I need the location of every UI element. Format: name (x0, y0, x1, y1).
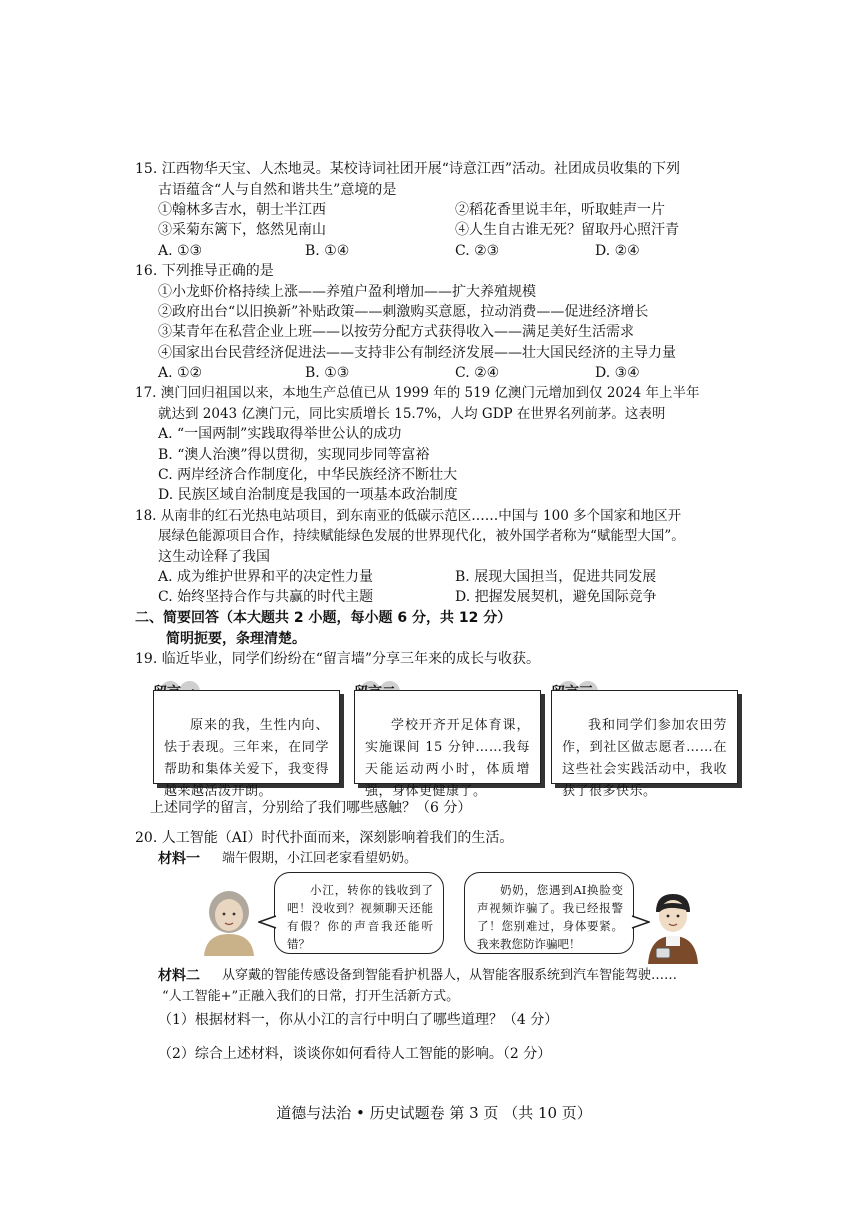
q16-item-1: ①小龙虾价格持续上涨——养殖户盈利增加——扩大养殖规模 (158, 284, 536, 300)
q15-item-4: ④人生自古谁无死？留取丹心照汗青 (455, 222, 679, 238)
grandma-illustration (198, 886, 260, 956)
xiaojiang-illustration (644, 890, 702, 964)
q20-subquestion-1: （1）根据材料一，你从小江的言行中明白了哪些道理？（4 分） (158, 1012, 559, 1028)
q17-stem-line1: 17. 澳门回归祖国以来，本地生产总值已从 1999 年的 519 亿澳门元增加到仅 2024 年上半年 (135, 385, 700, 401)
q16-item-2: ②政府出台“以旧换新”补贴政策——刺激购买意愿，拉动消费——促进经济增长 (158, 304, 649, 320)
q15-stem-line2: 古语蕴含“人与自然和谐共生”意境的是 (158, 182, 397, 198)
q15-item-3: ③采菊东篱下，悠然见南山 (158, 222, 326, 238)
q16-item-3: ③某青年在私营企业上班——以按劳分配方式获得收入——满足美好生活需求 (158, 324, 634, 340)
q16-option-b: B. ①③ (305, 365, 350, 381)
xiaojiang-speech-text: 奶奶，您遇到AI换脸变声视频诈骗了。我已经报警了！您别难过，身体要紧。我来教您防诈骗吧！ (477, 883, 623, 951)
page-footer: 道德与法治 • 历史试题卷 第 3 页 （共 10 页） (276, 1104, 592, 1122)
q16-stem: 16. 下列推导正确的是 (135, 263, 274, 279)
q15-stem-line1: 15. 江西物华天宝、人杰地灵。某校诗词社团开展“诗意江西”活动。社团成员收集的下列 (135, 161, 681, 177)
q18-option-b: B. 展现大国担当，促进共同发展 (455, 569, 657, 585)
message-3-text: 我和同学们参加农田劳作，到社区做志愿者……在这些社会实践活动中，我收获了很多快乐。 (562, 718, 727, 799)
q17-stem-line2: 就达到 2043 亿澳门元，同比实质增长 15.7%，人均 GDP 在世界名列前茅。这表明 (158, 406, 666, 422)
q18-option-c: C. 始终坚持合作与共赢的时代主题 (158, 589, 374, 605)
q15-option-d: D. ②④ (595, 243, 640, 259)
q20-material2-label: 材料二 (158, 968, 200, 984)
q18-option-d: D. 把握发展契机，避免国际竞争 (455, 589, 657, 605)
q17-option-b: B. “澳人治澳”得以贯彻，实现同步同等富裕 (158, 447, 430, 463)
message-2-text: 学校开齐开足体育课，实施课间 15 分钟……我每天能运动两小时，体质增强，身体更健康了。 (365, 718, 530, 799)
q20-material1-text: 端午假期，小江回老家看望奶奶。 (222, 851, 418, 866)
message-3-card (551, 690, 738, 799)
q20-material2-text-line1: 从穿戴的智能传感设备到智能看护机器人，从智能客服系统到汽车智能驾驶…… (222, 968, 678, 983)
q15-item-1: ①翰林多吉水，朝士半江西 (158, 202, 326, 218)
section2-note: 简明扼要，条理清楚。 (166, 631, 306, 647)
q16-item-4: ④国家出台民营经济促进法——支持非公有制经济发展——壮大国民经济的主导力量 (158, 345, 676, 361)
q18-stem-line2: 展绿色能源项目合作，持续赋能绿色发展的世界现代化，被外国学者称为“赋能型大国”。 (158, 528, 685, 544)
q15-option-b: B. ①④ (305, 243, 350, 259)
q18-stem-line3: 这生动诠释了我国 (158, 549, 270, 565)
q16-option-d: D. ③④ (595, 365, 640, 381)
q15-option-c: C. ②③ (455, 243, 500, 259)
q17-option-a: A. “一国两制”实践取得举世公认的成功 (158, 426, 402, 442)
q17-option-d: D. 民族区域自治制度是我国的一项基本政治制度 (158, 487, 458, 503)
q15-option-a: A. ①③ (158, 243, 203, 259)
section2-heading: 二、简要回答（本大题共 2 小题，每小题 6 分，共 12 分） (135, 610, 512, 626)
bubble-tail (258, 915, 278, 929)
q20-material1-label: 材料一 (158, 851, 200, 867)
q18-option-a: A. 成为维护世界和平的决定性力量 (158, 569, 374, 585)
q20-stem: 20. 人工智能（AI）时代扑面而来，深刻影响着我们的生活。 (135, 830, 514, 846)
q19-question: 上述同学的留言，分别给了我们哪些感触？（6 分） (150, 800, 472, 816)
q20-material2-text-line2: “人工智能+”正融入我们的日常，打开生活新方式。 (162, 989, 460, 1004)
q19-stem: 19. 临近毕业，同学们纷纷在“留言墙”分享三年来的成长与收获。 (135, 651, 541, 667)
message-1-card (153, 690, 340, 799)
q16-option-a: A. ①② (158, 365, 203, 381)
q16-option-c: C. ②④ (455, 365, 500, 381)
grandma-speech-text: 小江，转你的钱收到了吧！没收到？视频聊天还能有假？你的声音我还能听错？ (287, 883, 433, 951)
q15-item-2: ②稻花香里说丰年，听取蛙声一片 (455, 202, 665, 218)
q17-option-c: C. 两岸经济合作制度化，中华民族经济不断壮大 (158, 467, 458, 483)
grandma-speech-bubble (274, 872, 444, 954)
q18-stem-line1: 18. 从南非的红石光热电站项目，到东南亚的低碳示范区……中国与 100 多个国家和地区开 (135, 508, 682, 524)
message-1-text: 原来的我，生性内向、怯于表现。三年来，在同学帮助和集体关爱下，我变得越来越活泼开朗。 (164, 718, 329, 799)
xiaojiang-speech-bubble (464, 872, 634, 954)
message-2-card (354, 690, 541, 799)
q20-subquestion-2: （2）综合上述材料，谈谈你如何看待人工智能的影响。（2 分） (158, 1046, 552, 1062)
